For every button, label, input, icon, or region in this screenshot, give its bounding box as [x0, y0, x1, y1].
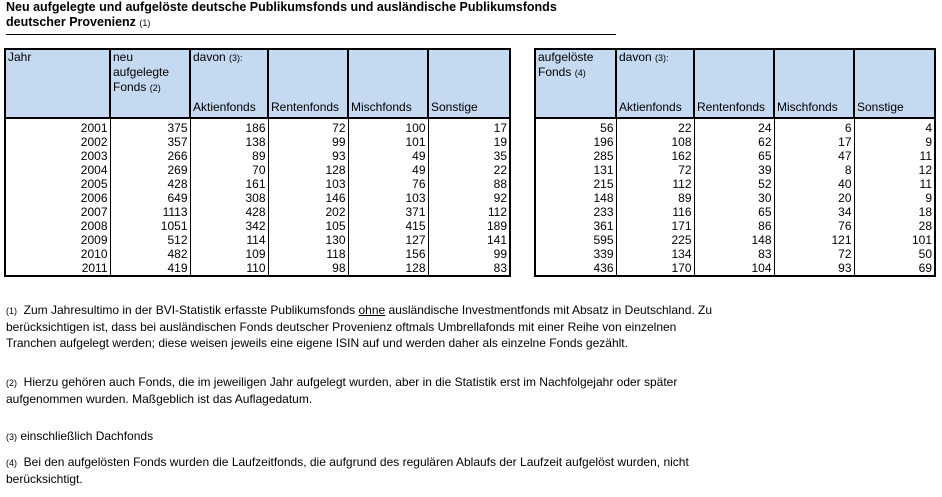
table-cell: 196 [535, 135, 616, 149]
table-cell: 215 [535, 177, 616, 191]
table-cell: 2002 [5, 135, 110, 149]
table-cell: 189 [428, 219, 510, 233]
table-cell: 11 [854, 149, 935, 163]
table-cell: 93 [268, 149, 348, 163]
table-cell: 22 [428, 163, 510, 177]
footnote-2: (2) Hierzu gehören auch Fonds, die im jeweiligen Jahr aufgelegt wurden, aber in die Statistik erst im Nachfolgejahr oder später aufgenommen wurden. Maßgeblich ist das Auflagedatum. [6, 375, 678, 406]
table-row [5, 149, 510, 163]
table-cell: 39 [694, 163, 774, 177]
table-row [535, 191, 935, 205]
table-cell: 101 [348, 135, 428, 149]
table-cell: 269 [110, 163, 190, 177]
table-cell: 72 [268, 118, 348, 135]
col-header-aktienfonds: davon (3): Aktienfonds [616, 49, 694, 118]
table-cell: 112 [428, 205, 510, 219]
col-header-new-funds: neu aufgelegte Fonds (2) [110, 49, 190, 118]
header-row [5, 49, 510, 118]
table-cell: 1051 [110, 219, 190, 233]
col-header-aktienfonds: davon (3): Aktienfonds [190, 49, 268, 118]
footnote-3: (3) einschließlich Dachfonds [6, 429, 154, 443]
table-cell: 105 [268, 219, 348, 233]
table-cell: 2005 [5, 177, 110, 191]
table-cell: 52 [694, 177, 774, 191]
table-cell: 116 [616, 205, 694, 219]
table-cell: 156 [348, 247, 428, 261]
table-cell: 361 [535, 219, 616, 233]
table-cell: 101 [854, 233, 935, 247]
table-cell: 266 [110, 149, 190, 163]
table-cell: 2011 [5, 261, 110, 276]
table-cell: 76 [774, 219, 854, 233]
table-cell: 202 [268, 205, 348, 219]
table-cell: 114 [190, 233, 268, 247]
table-row [5, 177, 510, 191]
table-cell: 24 [694, 118, 774, 135]
col-header-sonstige: Sonstige [428, 49, 510, 118]
table-cell: 130 [268, 233, 348, 247]
table-row [535, 118, 935, 135]
table-cell: 22 [616, 118, 694, 135]
table-cell: 98 [268, 261, 348, 276]
table-cell: 138 [190, 135, 268, 149]
table-cell: 428 [110, 177, 190, 191]
table-cell: 162 [616, 149, 694, 163]
table-row [5, 233, 510, 247]
table-cell: 103 [268, 177, 348, 191]
table-cell: 99 [268, 135, 348, 149]
col-header-rentenfonds: Rentenfonds [694, 49, 774, 118]
table-cell: 128 [268, 163, 348, 177]
table-cell: 146 [268, 191, 348, 205]
footnote-4: (4) Bei den aufgelösten Fonds wurden die Laufzeitfonds, die aufgrund des regulären Ablaufs der Laufzeit aufgelöst wurden, nicht berücksichtigt. [6, 455, 689, 486]
table-cell: 56 [535, 118, 616, 135]
col-header-mischfonds: Mischfonds [348, 49, 428, 118]
table-cell: 482 [110, 247, 190, 261]
table-row [5, 205, 510, 219]
table-cell: 62 [694, 135, 774, 149]
col-header-closed-funds: aufgelöste Fonds (4) [535, 49, 616, 118]
table-cell: 65 [694, 149, 774, 163]
table-cell: 65 [694, 205, 774, 219]
table-cell: 83 [694, 247, 774, 261]
table-cell: 339 [535, 247, 616, 261]
table-row [5, 191, 510, 205]
table-row [535, 177, 935, 191]
table-cell: 371 [348, 205, 428, 219]
table-row [5, 118, 510, 135]
col-header-sonstige: Sonstige [854, 49, 935, 118]
table-cell: 131 [535, 163, 616, 177]
table-cell: 109 [190, 247, 268, 261]
table-cell: 99 [428, 247, 510, 261]
table-row [535, 149, 935, 163]
table-cell: 171 [616, 219, 694, 233]
table-cell: 8 [774, 163, 854, 177]
table-cell: 2006 [5, 191, 110, 205]
table-cell: 308 [190, 191, 268, 205]
title-line-1: Neu aufgelegte und aufgelöste deutsche Publikumsfonds und ausländische Publikumsfonds [6, 0, 557, 14]
table-cell: 47 [774, 149, 854, 163]
table-cell: 69 [854, 261, 935, 276]
table-cell: 72 [616, 163, 694, 177]
new-funds-body [5, 118, 510, 276]
table-cell: 49 [348, 163, 428, 177]
table-cell: 225 [616, 233, 694, 247]
table-cell: 110 [190, 261, 268, 276]
table-cell: 70 [190, 163, 268, 177]
table-cell: 12 [854, 163, 935, 177]
table-cell: 2008 [5, 219, 110, 233]
table-cell: 375 [110, 118, 190, 135]
table-cell: 40 [774, 177, 854, 191]
table-cell: 127 [348, 233, 428, 247]
table-cell: 1113 [110, 205, 190, 219]
col-header-rentenfonds: Rentenfonds [268, 49, 348, 118]
table-cell: 415 [348, 219, 428, 233]
table-row [535, 233, 935, 247]
table-cell: 18 [854, 205, 935, 219]
table-cell: 108 [616, 135, 694, 149]
table-cell: 118 [268, 247, 348, 261]
table-cell: 649 [110, 191, 190, 205]
title-footnote-ref: (1) [139, 18, 151, 28]
table-cell: 100 [348, 118, 428, 135]
table-cell: 285 [535, 149, 616, 163]
table-cell: 72 [774, 247, 854, 261]
table-cell: 2007 [5, 205, 110, 219]
table-cell: 93 [774, 261, 854, 276]
table-cell: 357 [110, 135, 190, 149]
table-cell: 88 [428, 177, 510, 191]
header-row [535, 49, 935, 118]
table-cell: 89 [190, 149, 268, 163]
table-cell: 148 [694, 233, 774, 247]
table-cell: 104 [694, 261, 774, 276]
table-cell: 2003 [5, 149, 110, 163]
table-cell: 233 [535, 205, 616, 219]
table-cell: 2009 [5, 233, 110, 247]
table-cell: 50 [854, 247, 935, 261]
title-line-2-text: deutscher Provenienz [6, 15, 136, 29]
table-cell: 49 [348, 149, 428, 163]
col-header-year: Jahr [5, 49, 110, 118]
table-cell: 34 [774, 205, 854, 219]
table-cell: 121 [774, 233, 854, 247]
table-cell: 86 [694, 219, 774, 233]
table-row [5, 261, 510, 276]
table-cell: 512 [110, 233, 190, 247]
table-cell: 148 [535, 191, 616, 205]
table-cell: 9 [854, 191, 935, 205]
table-cell: 428 [190, 205, 268, 219]
table-row [535, 247, 935, 261]
table-cell: 20 [774, 191, 854, 205]
table-cell: 342 [190, 219, 268, 233]
new-funds-table [4, 48, 511, 277]
table-row [535, 135, 935, 149]
table-row [535, 163, 935, 177]
table-cell: 141 [428, 233, 510, 247]
closed-funds-table [534, 48, 936, 277]
table-cell: 436 [535, 261, 616, 276]
table-row [5, 163, 510, 177]
table-row [535, 261, 935, 276]
col-header-mischfonds: Mischfonds [774, 49, 854, 118]
table-row [5, 219, 510, 233]
table-cell: 2001 [5, 118, 110, 135]
table-cell: 419 [110, 261, 190, 276]
table-cell: 6 [774, 118, 854, 135]
table-cell: 134 [616, 247, 694, 261]
table-cell: 11 [854, 177, 935, 191]
table-cell: 92 [428, 191, 510, 205]
table-cell: 83 [428, 261, 510, 276]
table-cell: 128 [348, 261, 428, 276]
table-cell: 112 [616, 177, 694, 191]
table-cell: 35 [428, 149, 510, 163]
table-row [5, 135, 510, 149]
table-cell: 103 [348, 191, 428, 205]
footnote-1: (1) Zum Jahresultimo in der BVI-Statistik erfasste Publikumsfonds ohne ausländische Investmentfonds mit Absatz in Deutschland. Zu berücksichtigen ist, dass bei ausländischen Fonds deutscher Provenienz oftmals Umbrellafonds mit einer Reihe von einzelnen Tranchen aufgelegt werden; diese weisen jeweils eine eigene ISIN auf und werden daher als einzelne Fonds gezählt. [6, 303, 713, 350]
closed-funds-body [535, 118, 935, 276]
table-cell: 161 [190, 177, 268, 191]
table-cell: 4 [854, 118, 935, 135]
table-cell: 595 [535, 233, 616, 247]
table-row [535, 205, 935, 219]
table-row [5, 247, 510, 261]
table-cell: 170 [616, 261, 694, 276]
table-cell: 76 [348, 177, 428, 191]
table-cell: 30 [694, 191, 774, 205]
title-line-2 [6, 15, 616, 31]
table-row [535, 219, 935, 233]
table-cell: 9 [854, 135, 935, 149]
page-title [6, 0, 616, 35]
table-cell: 19 [428, 135, 510, 149]
table-cell: 17 [774, 135, 854, 149]
table-cell: 186 [190, 118, 268, 135]
table-cell: 2004 [5, 163, 110, 177]
table-cell: 17 [428, 118, 510, 135]
table-cell: 28 [854, 219, 935, 233]
table-cell: 2010 [5, 247, 110, 261]
table-cell: 89 [616, 191, 694, 205]
